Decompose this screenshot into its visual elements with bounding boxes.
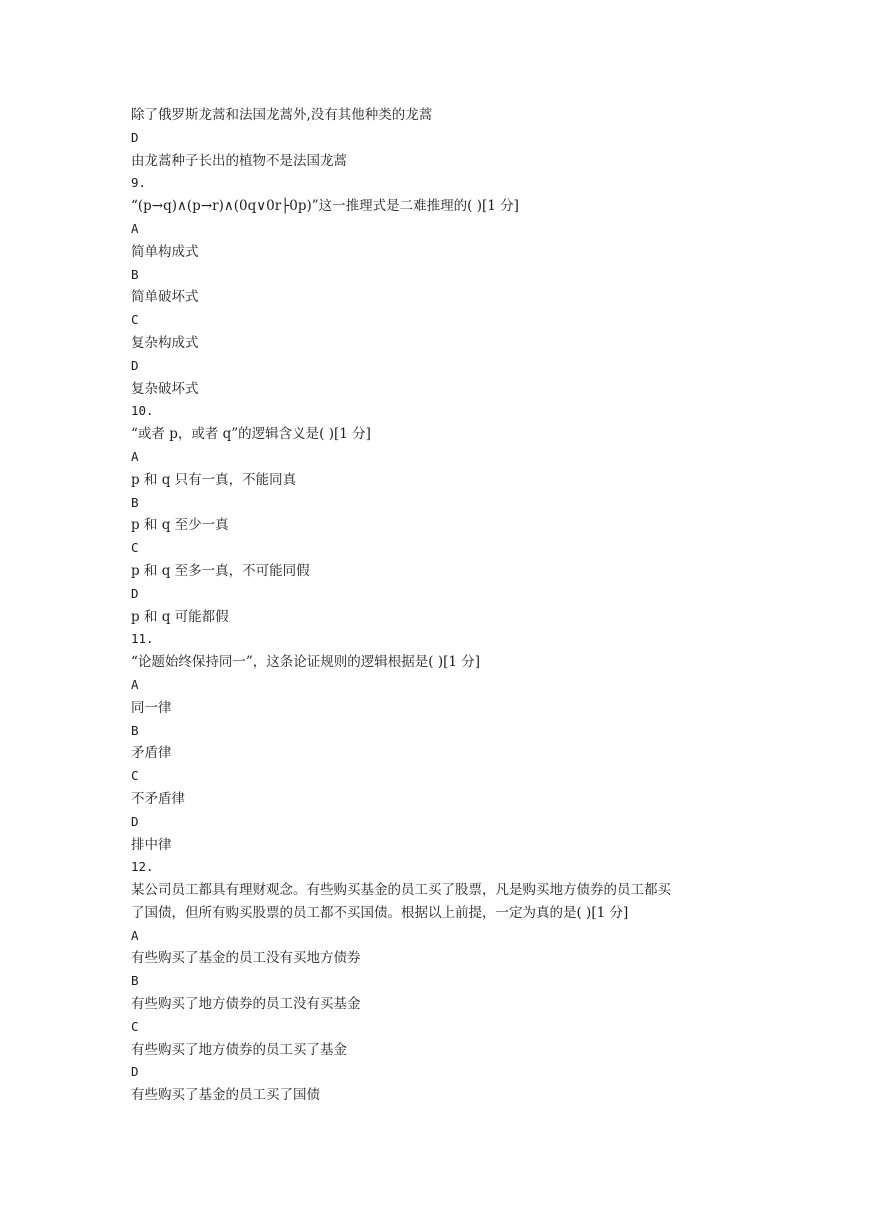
option-d-label: D: [131, 1064, 139, 1080]
option-b-label: B: [131, 722, 139, 738]
option-d-text: 有些购买了基金的员工买了国债: [131, 1087, 320, 1104]
option-d-text: 排中律: [131, 836, 172, 853]
option-b-text: 矛盾律: [131, 745, 172, 762]
option-b-text: p 和 q 至少一真: [131, 517, 229, 534]
question-stem: “或者 p，或者 q”的逻辑含义是( )[1 分]: [131, 426, 371, 443]
option-c-text: p 和 q 至多一真，不可能同假: [131, 562, 310, 579]
option-d-label: D: [131, 357, 139, 373]
question-number: 12.: [131, 859, 154, 875]
option-d-text: 由龙蒿种子长出的植物不是法国龙蒿: [131, 152, 347, 169]
option-b-label: B: [131, 973, 139, 989]
option-c-label: C: [131, 1018, 139, 1034]
option-d-label: D: [131, 813, 139, 829]
option-b-text: 有些购买了地方债券的员工没有买基金: [131, 996, 361, 1013]
option-c-text: 除了俄罗斯龙蒿和法国龙蒿外,没有其他种类的龙蒿: [131, 107, 433, 123]
question-8-tail: [131, 104, 751, 172]
question-9: [131, 172, 751, 400]
question-11: [131, 628, 751, 856]
option-a-label: A: [131, 927, 139, 943]
option-d-text: 复杂破坏式: [131, 380, 199, 397]
question-stem: “论题始终保持同一”，这条论证规则的逻辑根据是( )[1 分]: [131, 654, 481, 671]
option-d-text: p 和 q 可能都假: [131, 608, 229, 625]
option-c-label: C: [131, 768, 139, 784]
question-stem: “(p→q)∧(p→r)∧(0q∨0r├0p)”这一推理式是二难推理的( )[1 分]: [131, 198, 519, 215]
option-a-label: A: [131, 676, 139, 692]
question-12: [131, 856, 751, 1107]
option-a-label: A: [131, 448, 139, 464]
option-c-label: C: [131, 312, 139, 328]
question-number: 11.: [131, 631, 154, 647]
option-d-label: D: [131, 585, 139, 601]
option-c-text: 有些购买了地方债券的员工买了基金: [131, 1041, 347, 1058]
option-b-label: B: [131, 266, 139, 282]
option-d-label: D: [131, 129, 139, 145]
question-number: 9.: [131, 175, 147, 191]
option-a-label: A: [131, 220, 139, 236]
option-c-text: 不矛盾律: [131, 790, 185, 807]
option-a-text: p 和 q 只有一真，不能同真: [131, 471, 297, 488]
option-b-text: 简单破坏式: [131, 289, 199, 306]
option-a-text: 简单构成式: [131, 243, 199, 260]
option-a-text: 同一律: [131, 699, 172, 716]
option-c-text: 复杂构成式: [131, 334, 199, 351]
option-a-text: 有些购买了基金的员工没有买地方债券: [131, 950, 361, 967]
document-page: [131, 104, 751, 1107]
question-stem-line-2: 了国债，但所有购买股票的员工都不买国债。根据以上前提，一定为真的是( )[1 分]: [131, 904, 629, 921]
question-number: 10.: [131, 403, 154, 419]
question-stem-line-1: 某公司员工都具有理财观念。有些购买基金的员工买了股票，凡是购买地方债券的员工都买: [131, 882, 671, 899]
option-c-label: C: [131, 540, 139, 556]
question-10: [131, 400, 751, 628]
option-b-label: B: [131, 494, 139, 510]
